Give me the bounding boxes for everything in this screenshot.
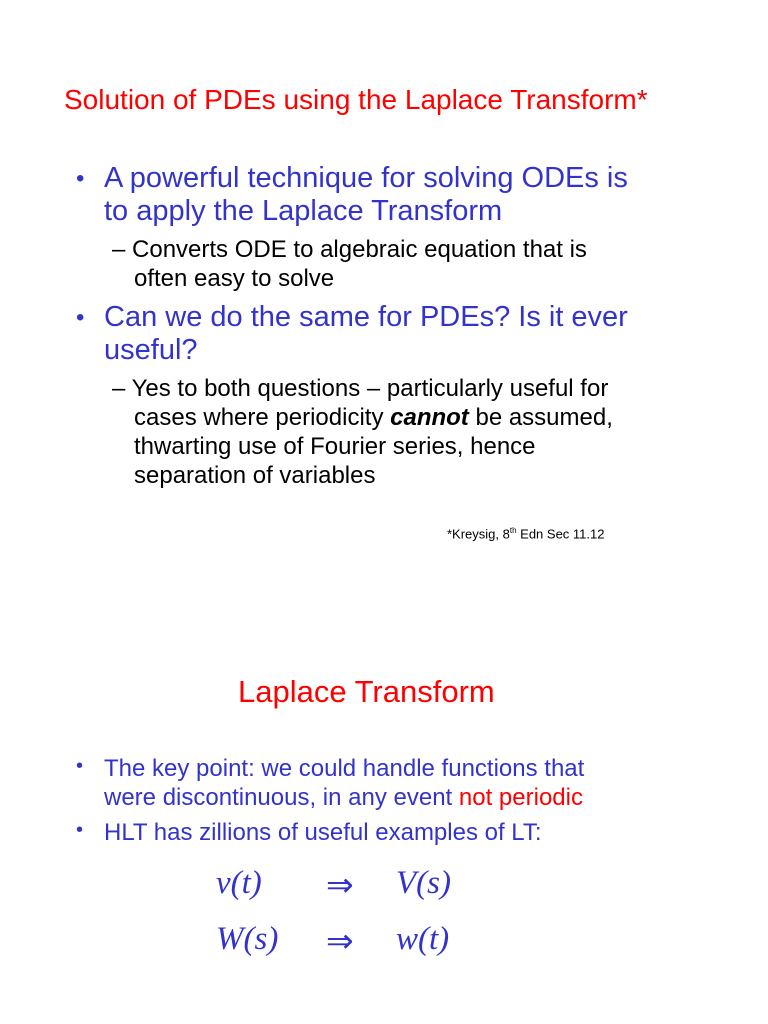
citation bbox=[447, 526, 604, 541]
slide1-sub2-line2 bbox=[134, 403, 613, 432]
citation-text: *Kreysig, 8 bbox=[447, 526, 510, 542]
sub2-line2-pre: cases where periodicity bbox=[134, 404, 391, 431]
bullet-dot: • bbox=[76, 165, 85, 192]
citation-text-post: Edn Sec 11.12 bbox=[516, 526, 605, 542]
slide1-sub2-line4: separation of variables bbox=[134, 462, 376, 489]
equation2-arrow: ⇒ bbox=[326, 924, 354, 960]
slide1-bullet1-line1: A powerful technique for solving ODEs is bbox=[104, 162, 628, 194]
eq2-left-text: W(s) bbox=[216, 921, 279, 957]
slide1-bullet2-line2: useful? bbox=[104, 334, 198, 366]
equation2-right bbox=[396, 921, 449, 958]
slide1-sub2-line3: thwarting use of Fourier series, hence bbox=[134, 433, 536, 460]
slide2-bullet1-line2 bbox=[104, 783, 583, 812]
equation2-left bbox=[216, 921, 278, 958]
eq1-left-text: v(t) bbox=[216, 865, 262, 901]
emphasis-cannot: cannot bbox=[390, 404, 469, 431]
slide1-sub1-line2: often easy to solve bbox=[134, 265, 335, 292]
slide2-title: Laplace Transform bbox=[238, 674, 495, 709]
sub2-line2-post: be assumed, bbox=[468, 404, 613, 431]
bullet-dot: • bbox=[76, 755, 84, 777]
bullet-dot: • bbox=[76, 304, 85, 331]
citation-sup: th bbox=[509, 526, 517, 535]
bullet1-line2-pre: were discontinuous, in any event bbox=[104, 784, 459, 811]
slide1-title: Solution of PDEs using the Laplace Transform* bbox=[64, 84, 648, 115]
eq1-right-text: V(s) bbox=[396, 865, 451, 901]
equation1-right bbox=[396, 865, 451, 902]
eq2-right-text: w(t) bbox=[396, 921, 450, 957]
equation1-left bbox=[216, 865, 262, 902]
slide1-sub2-line1: – Yes to both questions – particularly useful for bbox=[112, 375, 609, 402]
slide1-sub1-line1: – Converts ODE to algebraic equation that is bbox=[112, 236, 587, 263]
slide1-bullet2-line1: Can we do the same for PDEs? Is it ever bbox=[104, 301, 628, 333]
slide2-bullet1-line1: The key point: we could handle functions that bbox=[104, 755, 585, 782]
slide2-bullet2: HLT has zillions of useful examples of LT: bbox=[104, 819, 542, 846]
slide1-bullet1-line2: to apply the Laplace Transform bbox=[104, 195, 503, 227]
not-periodic-highlight: not periodic bbox=[458, 784, 583, 811]
equation1-arrow: ⇒ bbox=[326, 868, 354, 904]
bullet-dot: • bbox=[76, 819, 84, 841]
